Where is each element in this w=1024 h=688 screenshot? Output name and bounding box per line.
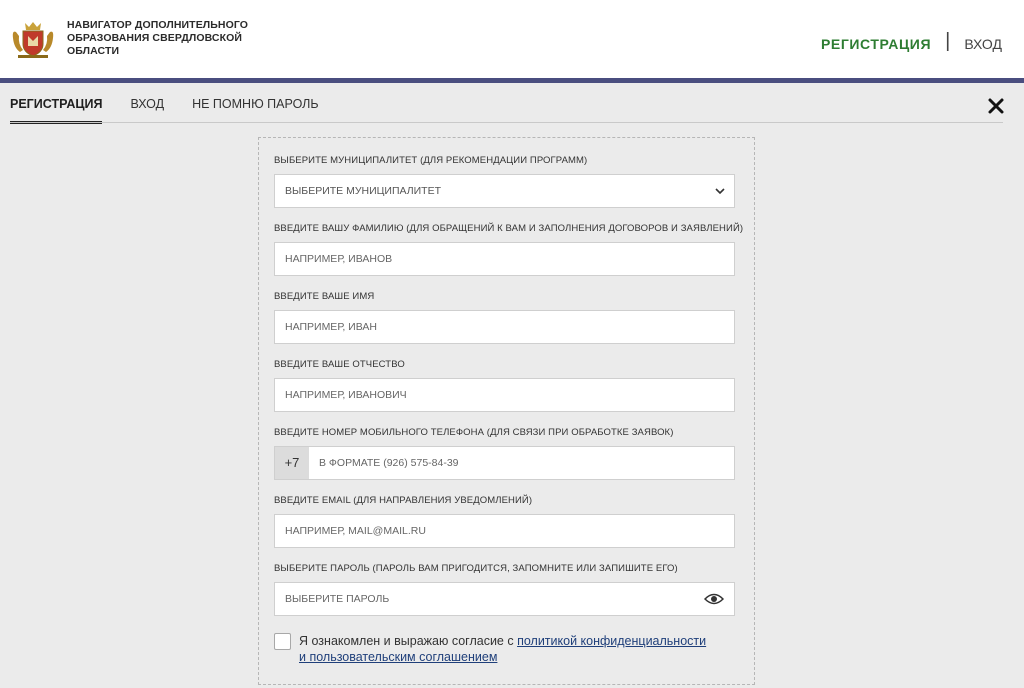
phone-prefix: +7 xyxy=(275,447,309,479)
eye-icon[interactable] xyxy=(704,593,724,605)
name-label: ВВЕДИТЕ ВАШЕ ИМЯ xyxy=(274,291,375,302)
municipality-select[interactable] xyxy=(274,174,735,208)
nav-login-link[interactable]: ВХОД xyxy=(964,35,1002,52)
surname-input[interactable] xyxy=(275,243,734,275)
name-input[interactable] xyxy=(275,311,734,343)
password-input[interactable] xyxy=(275,583,734,615)
site-title[interactable] xyxy=(67,19,267,58)
consent-text-before: Я ознакомлен и выражаю согласие с xyxy=(299,634,518,648)
user-agreement-link[interactable]: и пользовательским соглашением xyxy=(299,650,498,664)
patronymic-field-wrapper xyxy=(274,378,735,412)
email-label: ВВЕДИТЕ EMAIL (ДЛЯ НАПРАВЛЕНИЯ УВЕДОМЛЕНИЙ) xyxy=(274,495,533,506)
phone-input[interactable] xyxy=(309,447,734,479)
nav-separator: | xyxy=(945,30,951,52)
consent-text xyxy=(299,633,739,665)
tabs-divider xyxy=(10,122,1003,123)
password-field-wrapper xyxy=(274,582,735,616)
tab-login[interactable]: ВХОД xyxy=(130,97,165,111)
close-icon[interactable] xyxy=(986,96,1006,116)
phone-label: ВВЕДИТЕ НОМЕР МОБИЛЬНОГО ТЕЛЕФОНА (ДЛЯ СВЯЗИ ПРИ ОБРАБОТКЕ ЗАЯВОК) xyxy=(274,427,674,438)
tab-forgot-password[interactable]: НЕ ПОМНЮ ПАРОЛЬ xyxy=(192,97,319,111)
consent-checkbox[interactable] xyxy=(274,633,291,650)
surname-field-wrapper xyxy=(274,242,735,276)
site-title-line2: ОБРАЗОВАНИЯ СВЕРДЛОВСКОЙ xyxy=(67,32,243,44)
municipality-label: ВЫБЕРИТЕ МУНИЦИПАЛИТЕТ (ДЛЯ РЕКОМЕНДАЦИИ ПРОГРАММ) xyxy=(274,155,588,166)
auth-tabs xyxy=(10,97,347,124)
chevron-down-icon xyxy=(714,186,726,196)
site-header xyxy=(0,0,1024,78)
municipality-selected-value: ВЫБЕРИТЕ МУНИЦИПАЛИТЕТ xyxy=(285,185,441,197)
top-nav xyxy=(821,32,1002,55)
patronymic-input[interactable] xyxy=(275,379,734,411)
password-label: ВЫБЕРИТЕ ПАРОЛЬ (ПАРОЛЬ ВАМ ПРИГОДИТСЯ, ЗАПОМНИТЕ ИЛИ ЗАПИШИТЕ ЕГО) xyxy=(274,563,678,574)
nav-register-link[interactable]: РЕГИСТРАЦИЯ xyxy=(820,35,932,52)
name-field-wrapper xyxy=(274,310,735,344)
surname-label: ВВЕДИТЕ ВАШУ ФАМИЛИЮ (ДЛЯ ОБРАЩЕНИЙ К ВАМ И ЗАПОЛНЕНИЯ ДОГОВОРОВ И ЗАЯВЛЕНИЙ) xyxy=(274,223,744,234)
email-field-wrapper xyxy=(274,514,735,548)
email-input[interactable] xyxy=(275,515,734,547)
site-title-line3: ОБЛАСТИ xyxy=(67,45,120,57)
tab-registration[interactable]: РЕГИСТРАЦИЯ xyxy=(10,97,102,124)
coat-of-arms-logo[interactable] xyxy=(10,20,56,60)
privacy-policy-link[interactable]: политикой конфиденциальности xyxy=(517,634,707,648)
site-title-line1: НАВИГАТОР ДОПОЛНИТЕЛЬНОГО xyxy=(67,19,249,31)
patronymic-label: ВВЕДИТЕ ВАШЕ ОТЧЕСТВО xyxy=(274,359,405,370)
phone-field-wrapper xyxy=(274,446,735,480)
header-stripe xyxy=(0,78,1024,83)
